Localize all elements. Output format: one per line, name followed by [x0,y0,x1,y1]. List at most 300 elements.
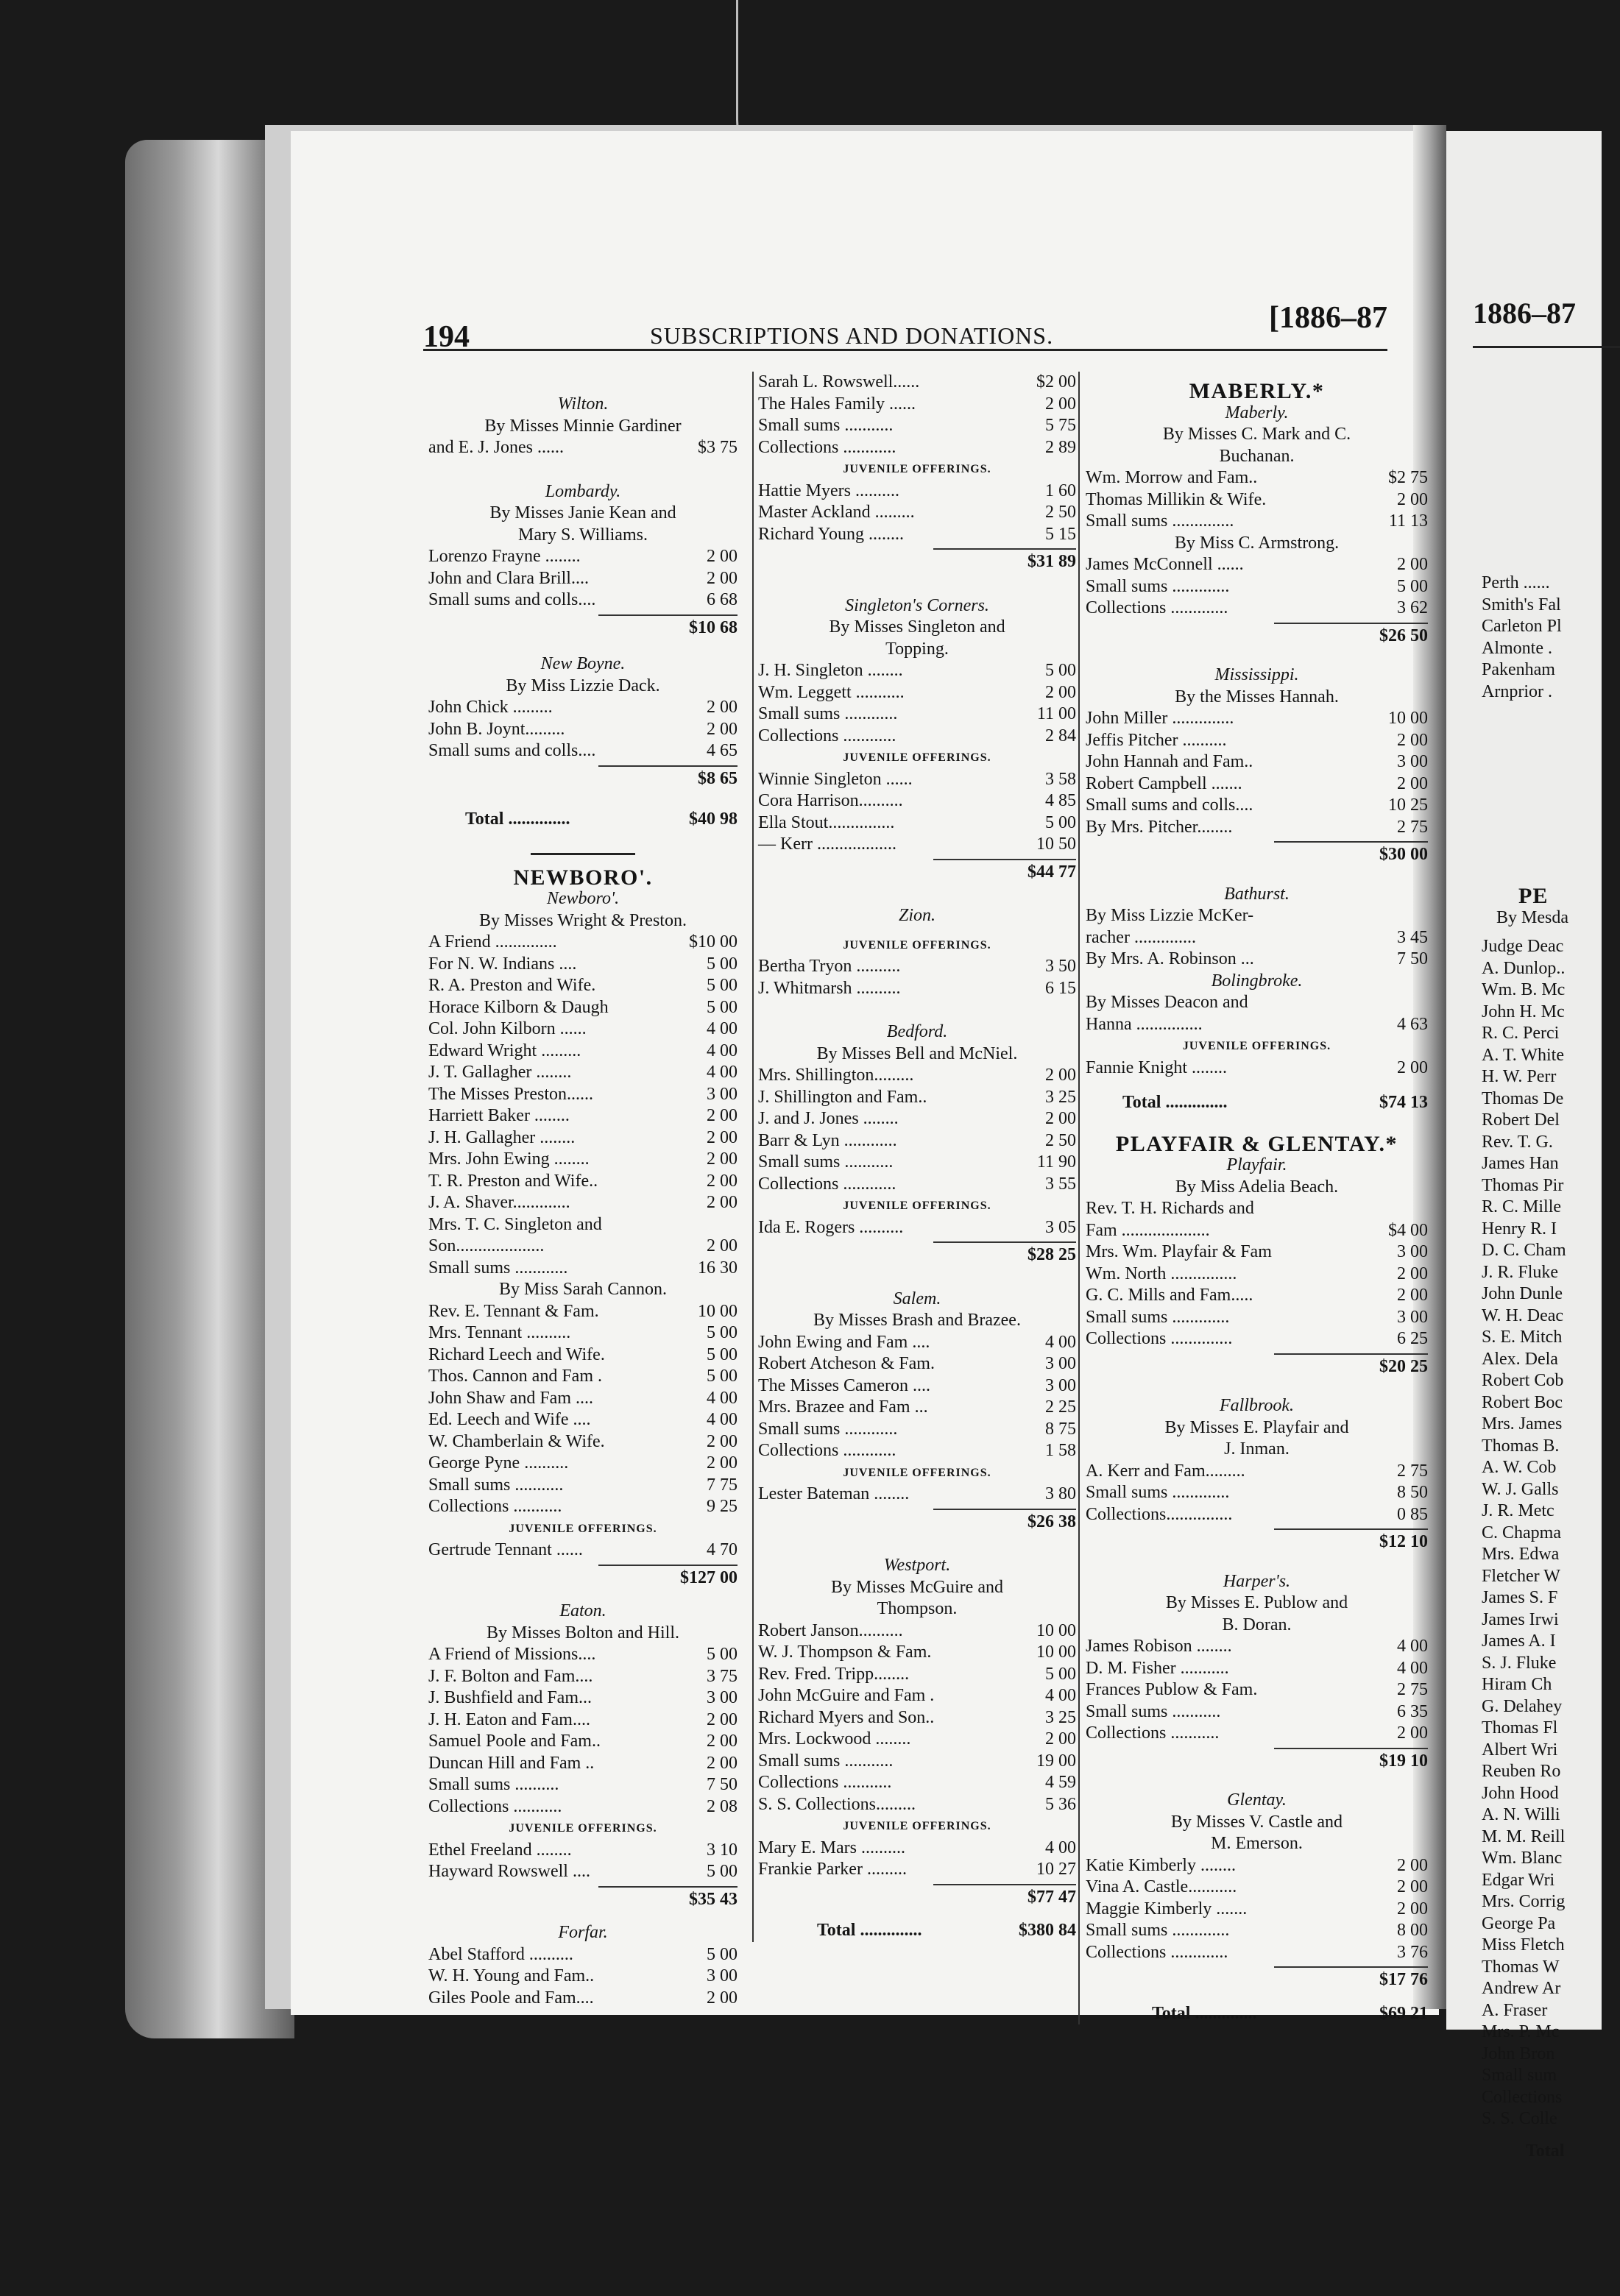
subtotal: $44 77 [933,859,1076,884]
juvenile-offerings-label: JUVENILE OFFERINGS. [1182,1040,1331,1052]
section-place: Lombardy. [545,481,621,501]
donor-list [758,1217,1076,1239]
section-place: Wilton. [557,394,609,414]
list-item [1086,795,1428,817]
amount: $2 75 [1388,468,1428,487]
list-item [428,1539,738,1562]
list-item [428,997,738,1019]
list-item [428,1301,738,1323]
donor-name: James McConnell ...... [1086,555,1244,574]
list-item [428,437,738,459]
donor-list [758,1065,1076,1195]
list-item [428,1666,738,1688]
right-page-line: A. T. White [1482,1045,1564,1065]
donor-list [758,1620,1076,1816]
list-item [428,1709,738,1732]
by-line: Buchanan. [1219,446,1295,466]
donor-name: Frances Publow & Fam. [1086,1680,1258,1699]
amount: 4 59 [1045,1773,1076,1792]
list-item [428,1840,738,1862]
list-item [758,1217,1076,1239]
amount: 10 25 [1388,796,1428,815]
donor-list [758,1838,1076,1881]
donor-name: Samuel Poole and Fam.. [428,1732,601,1751]
list-item [758,1152,1076,1174]
by-line: By Misses V. Castle and [1170,1812,1343,1832]
list-item [758,1729,1076,1751]
donor-name: Cora Harrison.......... [758,791,903,810]
total-label: Total .............. [465,809,570,829]
donor-name: John and Clara Brill.... [428,568,589,588]
donor-list [1086,708,1428,838]
amount: $2 00 [1036,372,1076,391]
amount: 2 00 [1397,730,1428,750]
section-place: Maberly. [1225,403,1289,422]
section-place: Bolingbroke. [1211,971,1303,991]
list-item [1086,1679,1428,1701]
list-item [758,394,1076,416]
amount: 2 00 [707,1988,738,2008]
right-page-line: Almonte . [1482,638,1552,658]
amount: 8 50 [1397,1483,1428,1502]
amount: 11 00 [1036,704,1076,723]
amount: 3 55 [1045,1174,1076,1194]
donor-name: Frankie Parker ......... [758,1860,907,1879]
amount: 11 90 [1036,1152,1076,1172]
amount: 10 00 [1036,1643,1076,1662]
list-item [428,932,738,954]
list-item [758,372,1076,394]
section-place: Westport. [883,1556,951,1575]
donor-name: Thomas Millikin & Wife. [1086,489,1267,509]
donor-name: R. A. Preston and Wife. [428,976,596,995]
amount: 3 58 [1045,769,1076,789]
amount: 4 00 [1045,1686,1076,1705]
right-page-line: Robert Cob [1482,1371,1564,1390]
donor-name: The Hales Family ...... [758,394,916,414]
donor-name: Small sums ............. [1086,1307,1230,1327]
amount: 2 00 [1397,773,1428,793]
right-page-line: George Pa [1482,1913,1556,1933]
amount: 6 25 [1397,1329,1428,1348]
list-item [428,1084,738,1106]
donor-name: Sarah L. Rowswell...... [758,372,920,391]
right-page-line: Alex. Dela [1482,1349,1558,1369]
donor-name: J. H. Singleton ........ [758,661,903,680]
list-item [758,1108,1076,1130]
page-number: 194 [423,320,470,354]
donor-name: John B. Joynt......... [428,719,565,739]
donor-name: J. T. Gallagher ........ [428,1063,572,1082]
right-page [1446,131,1602,2161]
amount: 5 00 [1045,661,1076,680]
list-item [758,956,1076,978]
list-item [428,1475,738,1497]
amount: 2 00 [707,719,738,739]
right-page-line: G. Delahey [1482,1696,1563,1716]
total-amount: $74 13 [1379,1093,1428,1112]
list-item [428,1988,738,2010]
list-item [758,481,1076,503]
total-label: Total .............. [817,1921,922,1940]
amount: 3 76 [1397,1942,1428,1962]
donor-name: Small sums ........... [758,1152,894,1172]
list-item [1086,1285,1428,1307]
donor-list [758,1332,1076,1462]
amount: 5 75 [1045,416,1076,435]
amount: 5 00 [1045,812,1076,832]
donor-list [1086,1855,1428,1964]
list-item [428,1322,738,1344]
by-line: By Misses Bolton and Hill. [486,1623,680,1643]
list-item [758,1087,1076,1109]
district-total [1086,1092,1428,1114]
list-item [1086,773,1428,796]
list-item [1086,708,1428,730]
list-item [428,1366,738,1388]
list-item [1086,576,1428,598]
right-page-line: Reuben Ro [1482,1762,1561,1781]
list-item [758,1353,1076,1375]
list-item [428,1018,738,1041]
amount: 2 00 [707,1753,738,1773]
amount: 3 00 [1397,1307,1428,1327]
donor-name: and E. J. Jones ...... [428,438,564,457]
donor-name: Small sums ............ [758,1419,898,1439]
donor-name: J. Shillington and Fam.. [758,1087,927,1107]
juvenile-offerings-label: JUVENILE OFFERINGS. [843,1820,991,1832]
amount: 3 00 [1045,1375,1076,1395]
list-item [758,1664,1076,1686]
list-item [1086,1461,1428,1483]
column-2 [752,372,1076,1942]
right-page-line: Mrs. James [1482,1414,1563,1434]
donor-name: Small sums ............. [1086,576,1230,596]
amount: 11 13 [1388,511,1428,531]
amount: 3 00 [707,1966,738,1985]
amount: 8 00 [1397,1921,1428,1940]
donor-list [1086,1636,1428,1745]
list-item [1086,992,1428,1014]
right-page-line: A. W. Cob [1482,1458,1557,1477]
list-item [758,1685,1076,1707]
amount: $4 00 [1388,1220,1428,1240]
donor-name: By Misses Deacon and [1086,993,1248,1012]
donor-name: Col. John Kilborn ...... [428,1019,587,1038]
section-place: Bedford. [886,1022,948,1041]
donor-name: Maggie Kimberly ....... [1086,1899,1248,1918]
donor-name: Small sums ........... [1086,1701,1221,1721]
donor-name: Katie Kimberly ........ [1086,1855,1236,1875]
list-item [428,1431,738,1453]
amount: 2 08 [707,1796,738,1816]
list-item [1086,1920,1428,1942]
donor-name: Collections .............. [1086,1329,1233,1348]
amount: 9 25 [707,1497,738,1516]
donor-name: Collections ............. [1086,598,1228,617]
section-divider [531,853,636,855]
list-item [428,1796,738,1818]
amount: 3 45 [1397,927,1428,947]
amount: 5 00 [707,1862,738,1881]
list-item [758,834,1076,856]
right-page-line: Perth ...... [1482,573,1550,592]
right-page-line: Thomas Fl [1482,1718,1558,1737]
right-page-year: 1886–87 [1473,297,1576,330]
list-item [1086,1701,1428,1723]
list-item [428,589,738,612]
by-line: Topping. [885,639,949,659]
donor-name: Rev. T. H. Richards and [1086,1199,1254,1218]
list-item [758,1620,1076,1643]
juvenile-offerings-label: JUVENILE OFFERINGS. [843,463,991,475]
right-page-line: J. R. Fluke [1482,1262,1559,1282]
donor-name: Collections ............ [758,437,896,457]
list-item [428,1041,738,1063]
donor-name: S. S. Collections......... [758,1794,916,1814]
by-line: By Misses Janie Kean and [489,503,676,522]
donor-list [758,1484,1076,1506]
list-item [1086,467,1428,489]
donor-name: By Miss Lizzie McKer- [1086,906,1254,925]
amount: 2 00 [1045,1729,1076,1748]
list-item [428,1753,738,1775]
amount: 5 00 [707,1645,738,1664]
donor-name: Collections ........... [1086,1723,1220,1743]
by-line: M. Emerson. [1211,1834,1303,1853]
amount: 5 00 [707,1344,738,1364]
right-page-line: Small sum [1482,2066,1557,2085]
donor-name: A Friend .............. [428,932,557,952]
donor-list [1086,1461,1428,1526]
amount: 3 05 [1045,1217,1076,1237]
juvenile-offerings-label: JUVENILE OFFERINGS. [509,1822,657,1835]
list-item [428,1966,738,1988]
donor-name: Jeffis Pitcher .......... [1086,730,1227,750]
amount: 2 00 [707,1431,738,1451]
donor-list [1086,1198,1428,1350]
amount: 2 00 [707,1453,738,1473]
donor-list [758,660,1076,747]
by-line: Mary S. Williams. [518,525,648,545]
right-page-line: Wm. Blanc [1482,1849,1563,1868]
donor-name: Mrs. Brazee and Fam ... [758,1397,928,1417]
right-page-line: James S. F [1482,1588,1558,1607]
donor-name: J. and J. Jones ........ [758,1109,899,1128]
donor-name: Hanna ............... [1086,1014,1203,1034]
column-1 [428,372,738,2009]
donor-name: Collections ............. [1086,1942,1228,1962]
donor-name: Small sums ............ [428,1258,568,1278]
donor-name: Collections ........... [758,1773,892,1792]
amount: 2 00 [707,547,738,566]
list-item [758,704,1076,726]
donor-name: By Mrs. Pitcher........ [1086,817,1233,837]
by-line: By Misses C. Mark and C. [1162,425,1351,444]
right-page-line: Thomas W [1482,1957,1560,1977]
list-item [1086,905,1428,927]
subtotal: $17 76 [1274,1966,1428,1991]
donor-list [758,956,1076,999]
right-page-line: A. Dunlop.. [1482,958,1566,978]
list-item [428,1062,738,1084]
right-page-line: R. C. Perci [1482,1024,1560,1043]
amount: 3 80 [1045,1484,1076,1503]
list-item [428,1149,738,1171]
amount: 5 00 [707,976,738,995]
amount: 2 00 [707,1709,738,1729]
by-line: By the Misses Hannah. [1175,687,1339,706]
right-page-line: Andrew Ar [1482,1979,1561,1998]
amount: 10 27 [1036,1860,1076,1879]
amount: 2 00 [707,1106,738,1125]
right-page-line: W. H. Deac [1482,1305,1564,1325]
list-item [428,719,738,741]
list-item [428,1236,738,1258]
amount: 5 36 [1045,1794,1076,1814]
list-item [1086,1855,1428,1877]
list-item [758,726,1076,748]
donor-list [428,1944,738,2010]
list-item [758,1838,1076,1860]
donor-name: Small sums ............. [1086,1921,1230,1940]
donor-name: Small sums and colls.... [428,741,596,760]
year-range: [1886–87 [1269,301,1387,335]
donor-name: Hayward Rowswell .... [428,1862,590,1881]
donor-name: Son.................... [428,1236,545,1255]
subtotal: $127 00 [598,1565,738,1590]
donor-name: G. C. Mills and Fam..... [1086,1286,1253,1305]
donor-name: Abel Stafford .......... [428,1944,573,1964]
amount: 4 00 [1397,1658,1428,1678]
amount: 4 00 [1045,1838,1076,1857]
donor-list [1086,1057,1428,1080]
right-page-line: Hiram Ch [1482,1675,1552,1694]
donor-name: Ed. Leech and Wife .... [428,1410,591,1429]
amount: 3 00 [707,1084,738,1104]
donor-name: Bertha Tryon .......... [758,957,901,976]
subtotal: $35 43 [598,1886,738,1911]
donor-list [758,481,1076,546]
total-amount: $40 98 [689,809,738,829]
list-item [758,790,1076,812]
list-item [1086,489,1428,511]
right-page-line: Edgar Wri [1482,1870,1555,1890]
donor-name: Small sums ............ [758,704,898,723]
amount: 2 00 [1397,489,1428,509]
juvenile-offerings-label: JUVENILE OFFERINGS. [843,938,991,952]
right-page-line: Wm. B. Mc [1482,980,1566,999]
donor-name: John Miller .............. [1086,709,1234,728]
donor-list [1086,992,1428,1035]
donor-name: W. Chamberlain & Wife. [428,1431,605,1451]
amount: 4 65 [707,741,738,760]
amount: 4 00 [707,1410,738,1429]
list-item [428,1214,738,1236]
donor-name: Small sums ........... [758,416,894,435]
list-item [1086,1504,1428,1526]
right-page-line: Henry R. I [1482,1219,1557,1239]
section-place: Forfar. [558,1923,608,1942]
right-page-line: S. S. Colle [1482,2109,1557,2128]
amount: 7 50 [1397,949,1428,968]
amount: 2 00 [1045,394,1076,414]
right-page-line: S. E. Mitch [1482,1328,1563,1347]
donor-name: Ethel Freeland ........ [428,1840,572,1860]
donor-name: J. Bushfield and Fam... [428,1688,592,1707]
right-page-line: Judge Deac [1482,937,1564,956]
amount: 16 30 [698,1258,738,1278]
by-line: Thompson. [877,1599,958,1618]
amount: 6 35 [1397,1701,1428,1721]
list-item [428,1171,738,1193]
right-page-line: James Han [1482,1154,1559,1173]
amount: 4 00 [707,1019,738,1038]
section-place: Singleton's Corners. [845,595,989,615]
amount: 4 00 [707,1041,738,1060]
donor-name: Collections............... [1086,1504,1233,1524]
by-line: By Misses McGuire and [831,1577,1003,1597]
list-item [758,812,1076,835]
donor-name: Lorenzo Frayne ........ [428,547,581,566]
donor-name: Mrs. Tennant .......... [428,1323,571,1342]
donor-name: Winnie Singleton ...... [758,769,913,789]
list-item [758,1332,1076,1354]
donor-name: Collections ........... [428,1796,562,1816]
by-line: By Misses Wright & Preston. [479,910,687,930]
by-line: By Miss Lizzie Dack. [506,676,660,695]
list-item [758,1707,1076,1729]
list-item [758,769,1076,791]
donor-name: John Hannah and Fam.. [1086,752,1253,771]
by-line: J. Inman. [1224,1439,1290,1459]
amount: 6 15 [1045,978,1076,998]
amount: 2 00 [707,568,738,588]
donor-name: Fam .................... [1086,1220,1210,1240]
donor-name: Collections ............ [758,1174,896,1194]
list-item [758,1794,1076,1816]
donor-name: Mrs. John Ewing ........ [428,1149,590,1169]
donor-name: Hattie Myers .......... [758,481,899,500]
donor-name: Ida E. Rogers .......... [758,1217,904,1237]
section-place: Eaton. [559,1601,606,1620]
amount: 3 10 [707,1840,738,1860]
donor-name: Robert Janson.......... [758,1620,903,1640]
right-page-line: Mrs. Edwa [1482,1545,1560,1564]
list-item [428,975,738,997]
list-item [428,1496,738,1518]
list-item [428,546,738,568]
amount: 2 89 [1045,437,1076,457]
column-3 [1078,372,1428,2024]
list-item [428,1344,738,1367]
right-heading: PE [1518,884,1549,908]
right-page-line: H. W. Perr [1482,1067,1557,1086]
district-total [1086,2003,1428,2025]
section-place: Zion. [898,906,935,925]
amount: $10 00 [689,932,738,952]
list-item [758,1397,1076,1419]
amount: 5 00 [707,1367,738,1386]
list-item [758,978,1076,1000]
donor-list [428,1301,738,1518]
list-item [1086,1942,1428,1964]
amount: 2 00 [707,698,738,717]
list-item [1086,1723,1428,1745]
list-item [1086,1198,1428,1220]
total-amount: $69 21 [1379,2003,1428,2023]
total-label: Total .............. [1152,2003,1257,2023]
